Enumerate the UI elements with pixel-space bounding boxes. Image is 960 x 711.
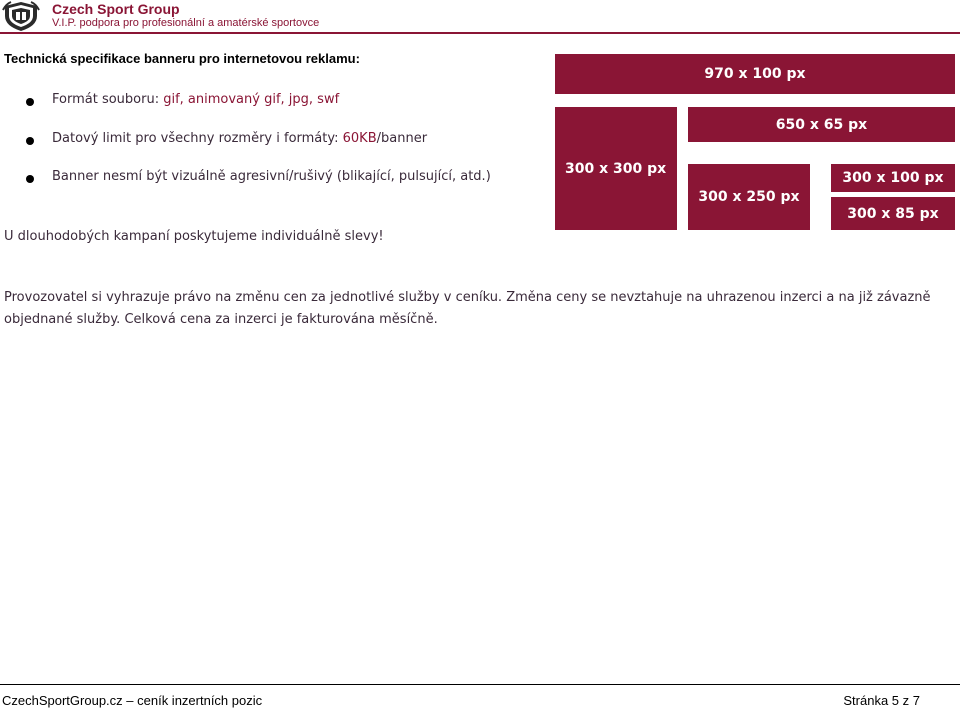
footer-site-label: CzechSportGroup.cz – ceník inzertních pozic (2, 693, 263, 708)
discount-note: U dlouhodobých kampaní poskytujeme individuálně slevy! (4, 229, 384, 244)
brand-tagline: V.I.P. podpora pro profesionální a amatérské sportovce (52, 17, 320, 29)
spec-title: Technická specifikace banneru pro internetovou reklamu: (4, 51, 360, 66)
page-number: Stránka 5 z 7 (843, 693, 920, 708)
bullet-highlight: gif, animovaný gif, jpg, swf (163, 92, 340, 107)
bullet-suffix: /banner (376, 131, 428, 146)
banner-300x300: 300 x 300 px (555, 107, 677, 230)
crest-icon (2, 0, 40, 32)
banner-300x250: 300 x 250 px (688, 164, 810, 230)
bullet-prefix: Banner nesmí být vizuálně agresivní/rušivý (blikající, pulsující, atd.) (52, 169, 491, 184)
bullet-highlight: 60KB (342, 131, 377, 146)
page-header (0, 0, 960, 32)
bullet-icon (26, 175, 34, 183)
bullet-prefix: Formát souboru: (52, 92, 164, 107)
banner-970x100: 970 x 100 px (555, 54, 955, 94)
bullet-prefix: Datový limit pro všechny rozměry i formáty: (52, 131, 343, 146)
footer-divider (0, 684, 960, 685)
brand-name: Czech Sport Group (52, 1, 180, 17)
banner-300x100: 300 x 100 px (831, 164, 955, 192)
banner-300x85: 300 x 85 px (831, 197, 955, 230)
header-divider (0, 32, 960, 34)
bullet-icon (26, 98, 34, 106)
banner-size-diagram (555, 54, 955, 230)
bullet-icon (26, 137, 34, 145)
banner-650x65: 650 x 65 px (688, 107, 955, 142)
price-disclaimer: Provozovatel si vyhrazuje právo na změnu cen za jednotlivé služby v ceníku. Změna ceny se nevztahuje na uhrazenou inzerci a na již závazně objednané služby. Celková cena za inzerci je fakturována měsíčně. (4, 290, 931, 327)
page-footer (0, 684, 960, 711)
